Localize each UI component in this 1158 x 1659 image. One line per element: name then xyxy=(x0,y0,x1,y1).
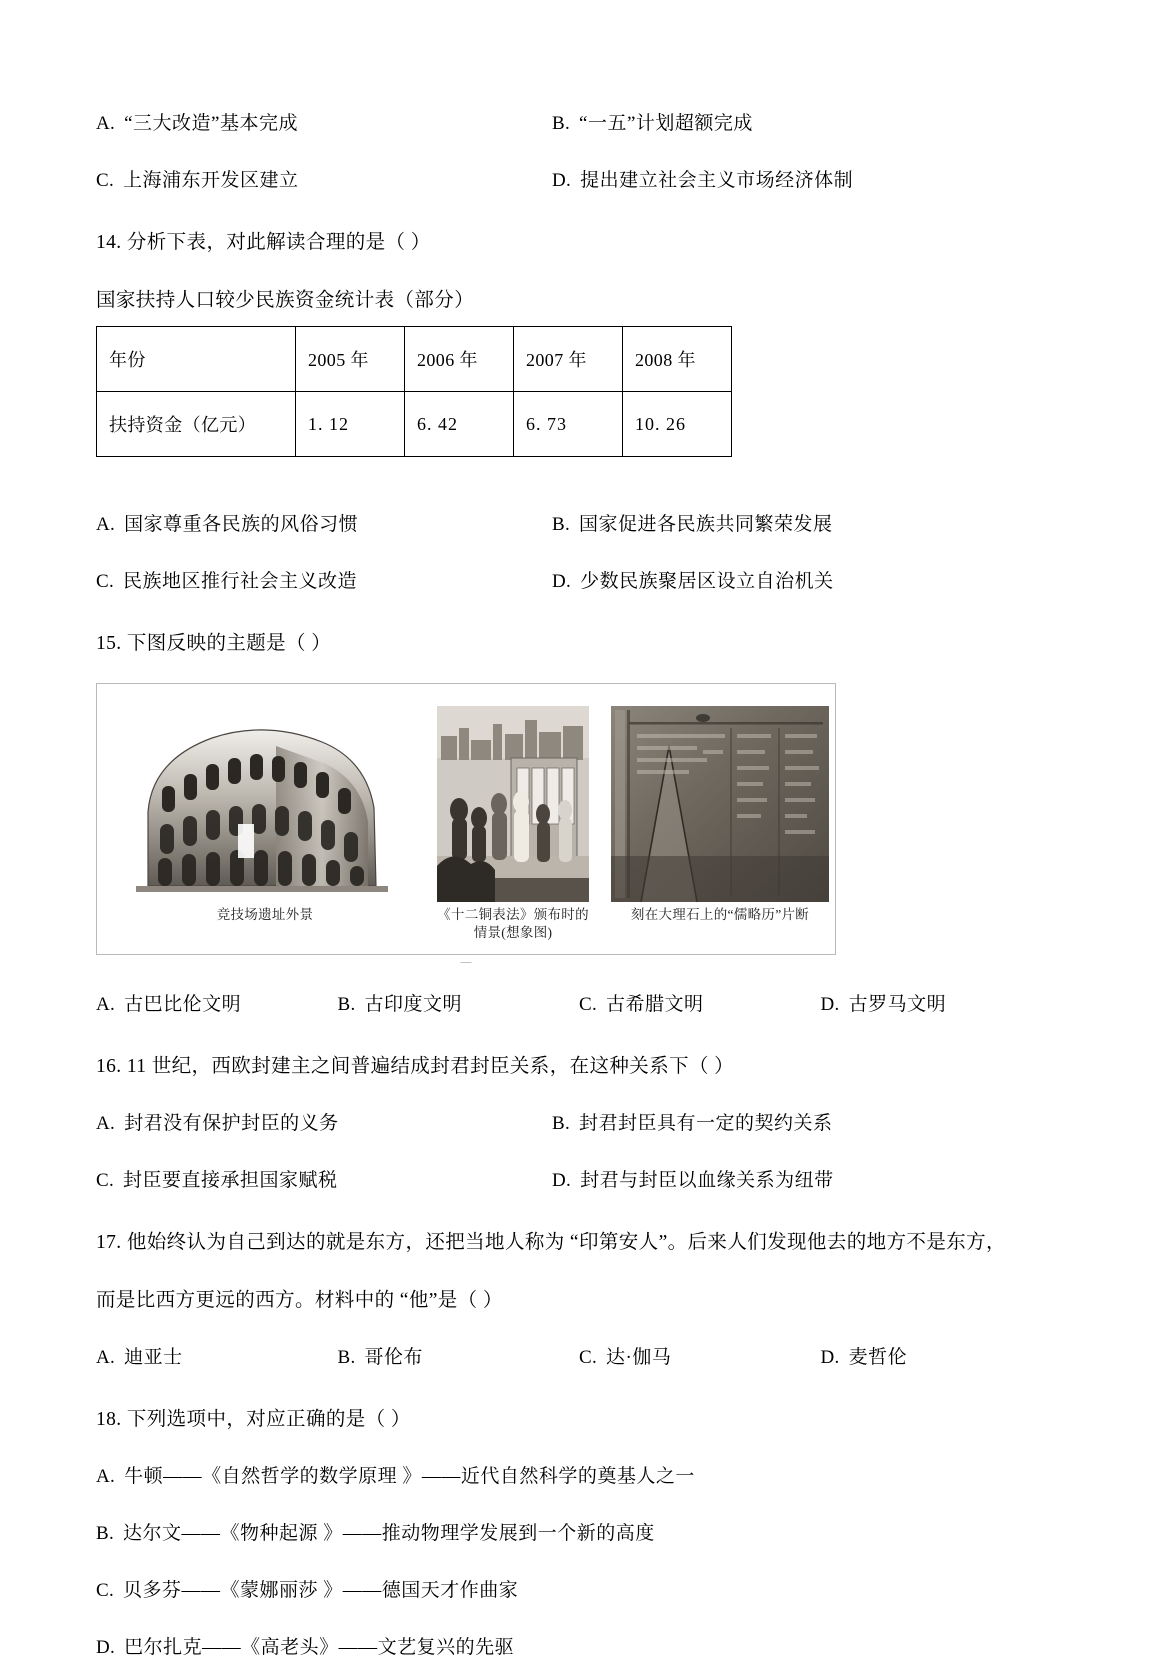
option-letter: A. xyxy=(96,113,116,134)
option-letter: B. xyxy=(552,113,571,134)
q15-option-c xyxy=(579,989,821,1016)
twelve-tables-svg xyxy=(437,706,589,902)
option-text: “一五”计划超额完成 xyxy=(579,113,753,134)
option-text: 封君没有保护封臣的义务 xyxy=(124,1113,339,1134)
option-letter: A. xyxy=(96,1113,116,1134)
julian-calendar-marble-image xyxy=(611,706,829,902)
option-text: 巴尔扎克——《高老头》——文艺复兴的先驱 xyxy=(124,1637,515,1658)
table-cell-year-2007: 2007 年 xyxy=(514,327,623,392)
q18-option-d xyxy=(96,1632,1062,1659)
q13-options-row-2 xyxy=(96,165,1062,192)
caption-twelve-tables-line2: 情景(想象图) xyxy=(473,925,553,941)
option-text: 古希腊文明 xyxy=(606,994,704,1015)
option-text: 古印度文明 xyxy=(364,994,463,1015)
option-letter: A. xyxy=(96,1466,116,1487)
q14-option-c xyxy=(96,566,552,593)
option-text: 国家尊重各民族的风俗习惯 xyxy=(124,514,359,535)
figure-cell-colosseum xyxy=(115,716,415,902)
q18-option-b xyxy=(96,1518,1062,1545)
table-cell-year-2005: 2005 年 xyxy=(296,327,405,392)
q14-options-row-2 xyxy=(96,566,1062,593)
caption-twelve-tables xyxy=(437,906,589,942)
q17-option-b xyxy=(338,1342,580,1369)
option-letter: C. xyxy=(96,170,115,191)
option-letter: D. xyxy=(820,994,840,1015)
option-text: 古罗马文明 xyxy=(848,994,947,1015)
option-text: 迪亚士 xyxy=(124,1347,183,1368)
option-letter: C. xyxy=(96,1580,115,1601)
q13-option-a xyxy=(96,108,552,135)
marble-fragment-svg xyxy=(611,706,829,902)
q13-option-d xyxy=(552,165,1062,192)
caption-twelve-tables-line1: 《十二铜表法》颁布时的 xyxy=(437,907,589,922)
q14-option-a xyxy=(96,509,552,536)
q15-figure-panel xyxy=(96,683,836,968)
option-text: 古巴比伦文明 xyxy=(124,994,242,1015)
option-letter: C. xyxy=(96,571,115,592)
option-text: 民族地区推行社会主义改造 xyxy=(123,571,358,592)
figure-image-row xyxy=(97,684,835,902)
q16-option-a xyxy=(96,1108,552,1135)
q15-option-a xyxy=(96,989,338,1016)
colosseum-ruins-image xyxy=(126,716,404,902)
q18-option-c xyxy=(96,1575,1062,1602)
q18-options xyxy=(96,1461,1062,1659)
option-letter: D. xyxy=(552,571,572,592)
table-row xyxy=(97,392,732,457)
q15-option-b xyxy=(338,989,580,1016)
option-letter: D. xyxy=(552,170,572,191)
q16-options-row-2 xyxy=(96,1165,1062,1192)
table-cell-funding-2005: 1. 12 xyxy=(296,392,405,457)
q17-option-a xyxy=(96,1342,338,1369)
option-letter: A. xyxy=(96,994,116,1015)
table-cell-funding-2008: 10. 26 xyxy=(623,392,732,457)
table-cell-year-2006: 2006 年 xyxy=(405,327,514,392)
q14-option-b xyxy=(552,509,1062,536)
q17-options-row xyxy=(96,1342,1062,1369)
option-text: 国家促进各民族共同繁荣发展 xyxy=(579,514,833,535)
option-letter: C. xyxy=(96,1170,115,1191)
table-cell-year-2008: 2008 年 xyxy=(623,327,732,392)
colosseum-svg xyxy=(126,716,404,902)
caption-marble-calendar: 刻在大理石上的“儒略历”片断 xyxy=(630,907,810,922)
table-cell-year-label: 年份 xyxy=(97,327,296,392)
option-text: 少数民族聚居区设立自治机关 xyxy=(580,571,834,592)
figure-cell-marble-calendar xyxy=(611,706,829,902)
q15-options-row xyxy=(96,989,1062,1016)
option-text: 麦哲伦 xyxy=(848,1347,908,1368)
table-cell-funding-2007: 6. 73 xyxy=(514,392,623,457)
q13-options-row-1 xyxy=(96,108,1062,135)
q15-option-d xyxy=(821,989,1063,1016)
option-letter: B. xyxy=(552,514,571,535)
q17-stem-line-1: 17. 他始终认为自己到达的就是东方，还把当地人称为 “印第安人”。后来人们发现他去的地方不是东方， xyxy=(96,1232,1006,1253)
q13-option-c xyxy=(96,165,552,192)
option-letter: A. xyxy=(96,1347,116,1368)
option-letter: A. xyxy=(96,514,116,535)
q16-options-row-1 xyxy=(96,1108,1062,1135)
option-text: “三大改造”基本完成 xyxy=(124,113,298,134)
q18-option-a xyxy=(96,1461,1062,1488)
q16-option-c xyxy=(96,1165,552,1192)
option-text: 哥伦布 xyxy=(364,1347,424,1368)
option-letter: B. xyxy=(337,994,356,1015)
q16-stem: 16. 11 世纪，西欧封建主之间普遍结成封君封臣关系，在这种关系下（ ） xyxy=(96,1056,735,1077)
figure-cell-twelve-tables xyxy=(437,706,589,902)
option-text: 贝多芬——《蒙娜丽莎 》——德国天才作曲家 xyxy=(123,1580,519,1601)
option-text: 提出建立社会主义市场经济体制 xyxy=(580,170,854,191)
q17-option-d xyxy=(821,1342,1063,1369)
twelve-tables-engraving-image xyxy=(437,706,589,902)
option-letter: C. xyxy=(579,994,598,1015)
q17-option-c xyxy=(579,1342,821,1369)
q14-table-title: 国家扶持人口较少民族资金统计表（部分） xyxy=(96,290,475,311)
option-letter: C. xyxy=(579,1347,598,1368)
option-text: 封君封臣具有一定的契约关系 xyxy=(579,1113,833,1134)
q18-stem: 18. 下列选项中，对应正确的是（ ） xyxy=(96,1409,411,1430)
caption-colosseum: 竞技场遗址外景 xyxy=(216,907,314,922)
q16-option-d xyxy=(552,1165,1062,1192)
option-text: 牛顿——《自然哲学的数学原理 》——近代自然科学的奠基人之一 xyxy=(124,1466,695,1487)
q14-statistics-table xyxy=(96,326,732,457)
q16-option-b xyxy=(552,1108,1062,1135)
q14-options-row-1 xyxy=(96,509,1062,536)
table-cell-funding-label: 扶持资金（亿元） xyxy=(97,392,296,457)
option-letter: D. xyxy=(820,1347,840,1368)
q17-stem-line-2: 而是比西方更远的西方。材料中的 “他”是（ ） xyxy=(96,1290,503,1311)
q15-stem: 15. 下图反映的主题是（ ） xyxy=(96,633,332,654)
option-letter: D. xyxy=(552,1170,572,1191)
option-letter: D. xyxy=(96,1637,116,1658)
option-text: 达尔文——《物种起源 》——推动物理学发展到一个新的高度 xyxy=(123,1523,655,1544)
option-text: 上海浦东开发区建立 xyxy=(123,170,299,191)
q13-option-b xyxy=(552,108,1062,135)
table-cell-funding-2006: 6. 42 xyxy=(405,392,514,457)
figure-footer-dash: — xyxy=(460,956,472,968)
figure-caption-row xyxy=(97,902,835,942)
page-content xyxy=(96,108,1062,1659)
option-text: 封君与封臣以血缘关系为纽带 xyxy=(580,1170,834,1191)
option-letter: B. xyxy=(96,1523,115,1544)
q14-option-d xyxy=(552,566,1062,593)
option-text: 达·伽马 xyxy=(606,1347,672,1368)
option-letter: B. xyxy=(552,1113,571,1134)
table-row xyxy=(97,327,732,392)
option-text: 封臣要直接承担国家赋税 xyxy=(123,1170,338,1191)
option-letter: B. xyxy=(337,1347,356,1368)
q14-stem: 14. 分析下表，对此解读合理的是（ ） xyxy=(96,232,431,253)
